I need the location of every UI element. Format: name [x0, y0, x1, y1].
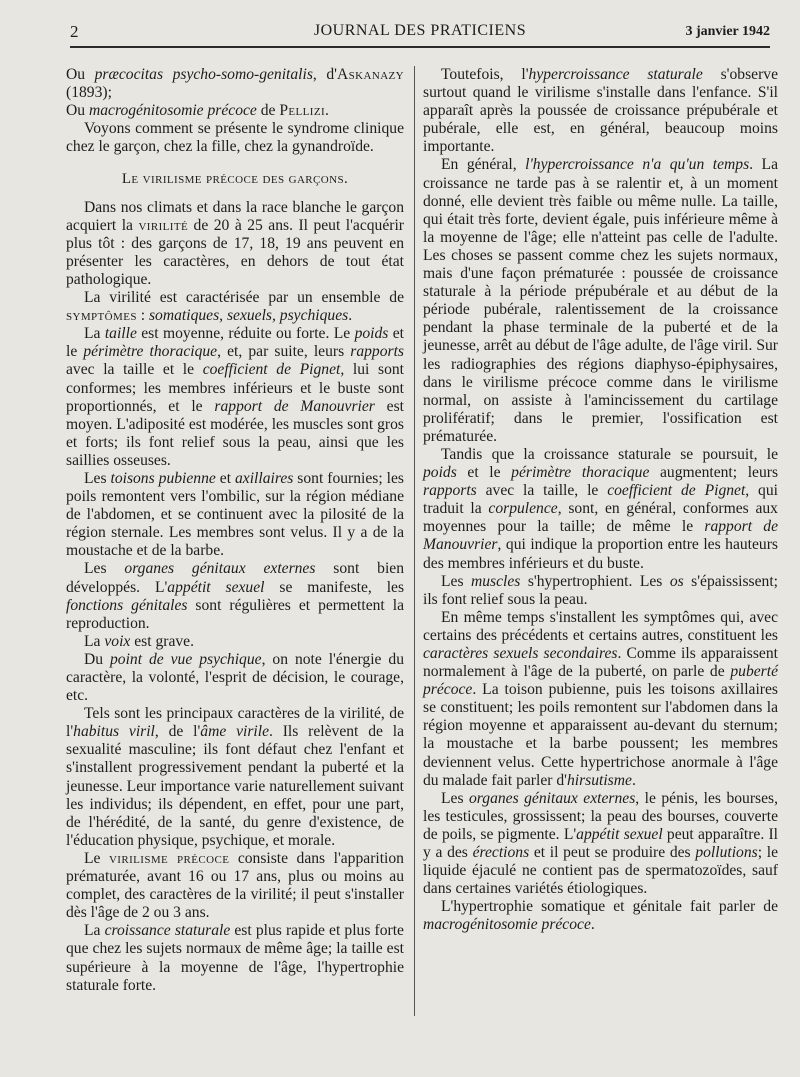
paragraph: Ou præcocitas psycho-somo-genitalis, d'Askanazy (1893); [66, 66, 405, 102]
paragraph: Les muscles s'hypertrophient. Les os s'épaississent; ils font relief sous la peau. [423, 572, 778, 608]
paragraph: La croissance staturale est plus rapide et plus forte que chez les sujets normaux de même âge; la taille est supérieure à la moyenne de l'âge, l'hypertrophie staturale forte. [66, 922, 404, 994]
paragraph: Le virilisme précoce consiste dans l'apparition prématurée, avant 16 ou 17 ans, plus ou moins au complet, des caractères de la virilité; il peut s'installer dès l'âge de 2 ou 3 ans. [66, 849, 404, 922]
paragraph: Tels sont les principaux caractères de la virilité, de l'habitus viril, de l'âme virile. Ils relèvent de la sexualité masculine; ils font défaut chez l'enfant et s'installent progressivement pendant la puberté et la jeunesse. Leur importance varie naturellement suivant les individus; ils dépendent, en effet, pour une part, de l'hérédité, de la santé, du genre d'existence, de l'éducation physique, psychique, et morale. [66, 705, 404, 849]
paragraph: Dans nos climats et dans la race blanche le garçon acquiert la virilité de 20 à 25 ans. Il peut l'acquérir plus tôt : des garçons de 17, 18, 19 ans peuvent en présenter les caractères, en dehors de tout état pathologique. [66, 198, 404, 288]
page-number: 2 [70, 22, 79, 41]
page-header [70, 20, 770, 48]
paragraph: En général, l'hypercroissance n'a qu'un temps. La croissance ne tarde pas à se ralentir et, à un moment donné, elle devient très faible ou même nulle. La taille, qui était très forte, devient égale, puis inférieure même à la moyenne de l'âge; elle n'atteint pas celle de l'adulte. Les choses se passent comme chez les sujets normaux, mais d'une façon prématurée : poussée de croissance staturale à la période prépubérale et au début de la période pubérale, ralentissement de la croissance pendant la phase terminale de la puberté et de la jeunesse, arrêt au début de l'âge adulte, de l'âge viril. Sur les radiographies des régions diaphyso-épiphysaires, dans le virilisme précoce comme dans le virilisme normal, on assiste à l'amincissement du cartilage prolifératif; dans le premier, l'ossification est prématurée. [423, 156, 779, 445]
left-column [66, 66, 404, 995]
paragraph: L'hypertrophie somatique et génitale fait parler de macrogénitosomie précoce. [423, 898, 778, 934]
paragraph: Toutefois, l'hypercroissance staturale s'observe surtout quand le virilisme s'installe dans l'enfance. S'il apparaît après la poussée de croissance prépubérale et pubérale, elle est, en général, beaucoup moins importante. [423, 66, 778, 156]
right-column [423, 66, 778, 935]
paragraph: Les organes génitaux externes sont bien développés. L'appétit sexuel se manifeste, les fonctions génitales sont régulières et permettent la reproduction. [66, 560, 405, 632]
paragraph: Les organes génitaux externes, le pénis, les bourses, les testicules, grossissent; la peau des bourses, couverte de poils, se pigmente. L'appétit sexuel peut apparaître. Il y a des érections et il peut se produire des pollutions; le liquide éjaculé ne contient pas de spermatozoïdes, sauf dans certaines variétés étiologiques. [423, 789, 778, 898]
paragraph: La taille est moyenne, réduite ou forte. Le poids et le périmètre thoracique, et, par suite, leurs rapports avec la taille et le coefficient de Pignet, lui sont conformes; les membres inférieurs et le buste sont proportionnés, et le rapport de Manouvrier est moyen. L'adiposité est modérée, les muscles sont gros et forts; ils font relief sous la peau, ainsi que les saillies osseuses. [66, 325, 404, 469]
paragraph: Du point de vue psychique, on note l'énergie du caractère, la volonté, l'esprit de décision, le courage, etc. [66, 650, 404, 705]
paragraph: Voyons comment se présente le syndrome clinique chez le garçon, chez la fille, chez la gynandroïde. [66, 120, 404, 156]
section-subheading: Le virilisme précoce des garçons. [121, 171, 349, 188]
paragraph: La voix est grave. [84, 632, 194, 650]
column-divider [414, 66, 415, 1016]
paragraph: Tandis que la croissance staturale se poursuit, le poids et le périmètre thoracique augmentent; leurs rapports avec la taille, le coefficient de Pignet, qui traduit la corpulence, sont, en général, conformes aux moyennes pour la taille; de même le rapport de Manouvrier, qui indique la proportion entre les hauteurs des membres inférieurs et du buste. [423, 445, 779, 572]
paragraph: En même temps s'installent les symptômes qui, avec certains des précédents et certains autres, constituent les caractères sexuels secondaires. Comme ils apparaissent normalement à l'âge de la puberté, on parle de puberté précoce. La toison pubienne, puis les toisons axillaires se constituent; les poils remontent sur l'abdomen dans la région moyenne et apparaissent au-devant du sternum; la moustache et la barbe poussent; les membres deviennent velus. Cette hypertrichose anormale à l'âge du malade fait parler d'hirsutisme. [423, 608, 778, 789]
paragraph: Les toisons pubienne et axillaires sont fournies; les poils remontent vers l'ombilic, sur la région médiane de l'abdomen, et se continuent avec la pilosité de la région sternale. Les membres sont velus. Il y a de la moustache et de la barbe. [66, 469, 404, 560]
journal-title: JOURNAL DES PRATICIENS [313, 22, 527, 39]
paragraph: La virilité est caractérisée par un ensemble de symptômes : somatiques, sexuels, psychiques. [66, 289, 404, 325]
issue-date: 3 janvier 1942 [685, 24, 770, 39]
paragraph: Ou macrogénitosomie précoce de Pellizi. [66, 102, 329, 120]
